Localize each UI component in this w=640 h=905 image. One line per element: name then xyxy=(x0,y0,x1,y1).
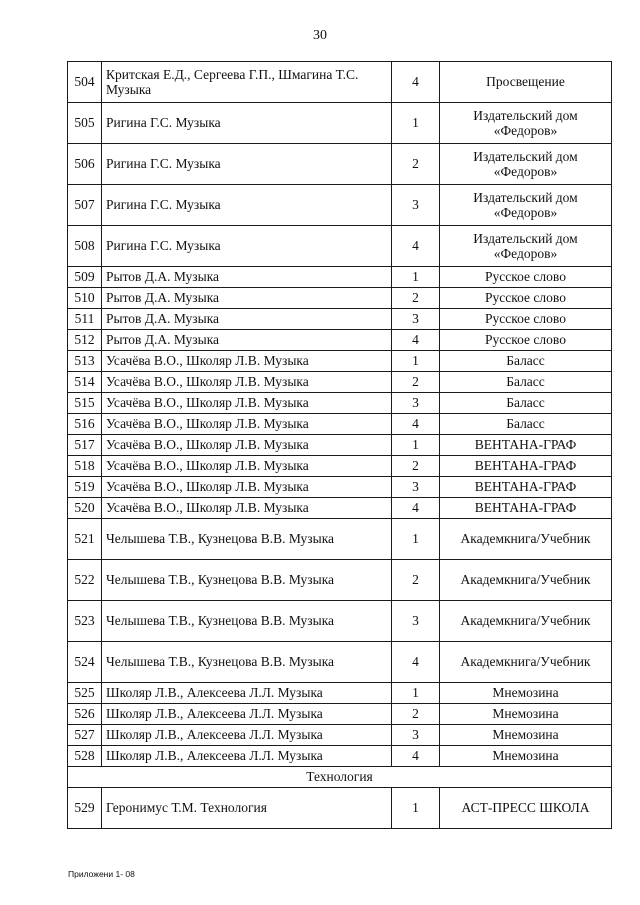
publisher: Русское слово xyxy=(440,288,612,309)
publisher: Мнемозина xyxy=(440,725,612,746)
book-title: Школяр Л.В., Алексеева Л.Л. Музыка xyxy=(102,746,392,767)
book-title: Ригина Г.С. Музыка xyxy=(102,103,392,144)
book-title: Школяр Л.В., Алексеева Л.Л. Музыка xyxy=(102,725,392,746)
table-row xyxy=(68,414,612,435)
publisher: ВЕНТАНА-ГРАФ xyxy=(440,456,612,477)
row-number: 507 xyxy=(68,185,102,226)
table-row xyxy=(68,103,612,144)
book-title: Рытов Д.А. Музыка xyxy=(102,267,392,288)
textbook-table xyxy=(67,61,612,829)
table-row xyxy=(68,498,612,519)
row-number: 522 xyxy=(68,560,102,601)
book-title: Школяр Л.В., Алексеева Л.Л. Музыка xyxy=(102,704,392,725)
publisher: Мнемозина xyxy=(440,746,612,767)
book-title: Усачёва В.О., Школяр Л.В. Музыка xyxy=(102,435,392,456)
publisher: Издательский дом «Федоров» xyxy=(440,226,612,267)
row-number: 527 xyxy=(68,725,102,746)
book-title: Усачёва В.О., Школяр Л.В. Музыка xyxy=(102,498,392,519)
book-title: Челышева Т.В., Кузнецова В.В. Музыка xyxy=(102,519,392,560)
table-row xyxy=(68,435,612,456)
grade: 2 xyxy=(392,372,440,393)
row-number: 508 xyxy=(68,226,102,267)
book-title: Челышева Т.В., Кузнецова В.В. Музыка xyxy=(102,642,392,683)
table-row xyxy=(68,393,612,414)
row-number: 504 xyxy=(68,62,102,103)
grade: 1 xyxy=(392,519,440,560)
publisher: АСТ-ПРЕСС ШКОЛА xyxy=(440,788,612,829)
row-number: 511 xyxy=(68,309,102,330)
row-number: 509 xyxy=(68,267,102,288)
row-number: 521 xyxy=(68,519,102,560)
grade: 1 xyxy=(392,435,440,456)
table-row xyxy=(68,144,612,185)
table-row xyxy=(68,788,612,829)
page-number: 30 xyxy=(313,28,327,43)
row-number: 514 xyxy=(68,372,102,393)
grade: 3 xyxy=(392,477,440,498)
grade: 2 xyxy=(392,704,440,725)
table-row xyxy=(68,288,612,309)
row-number: 505 xyxy=(68,103,102,144)
publisher: Русское слово xyxy=(440,267,612,288)
grade: 1 xyxy=(392,788,440,829)
table-row xyxy=(68,62,612,103)
book-title: Усачёва В.О., Школяр Л.В. Музыка xyxy=(102,393,392,414)
book-title: Усачёва В.О., Школяр Л.В. Музыка xyxy=(102,351,392,372)
publisher: Мнемозина xyxy=(440,704,612,725)
row-number: 526 xyxy=(68,704,102,725)
table-row xyxy=(68,185,612,226)
table-row xyxy=(68,746,612,767)
publisher: ВЕНТАНА-ГРАФ xyxy=(440,477,612,498)
table-row xyxy=(68,226,612,267)
grade: 4 xyxy=(392,642,440,683)
grade: 1 xyxy=(392,267,440,288)
grade: 1 xyxy=(392,683,440,704)
grade: 4 xyxy=(392,498,440,519)
row-number: 529 xyxy=(68,788,102,829)
grade: 2 xyxy=(392,456,440,477)
grade: 4 xyxy=(392,330,440,351)
row-number: 525 xyxy=(68,683,102,704)
publisher: Русское слово xyxy=(440,309,612,330)
table-row xyxy=(68,372,612,393)
table-row xyxy=(68,704,612,725)
grade: 3 xyxy=(392,725,440,746)
book-title: Ригина Г.С. Музыка xyxy=(102,226,392,267)
publisher: Издательский дом «Федоров» xyxy=(440,185,612,226)
table-row xyxy=(68,519,612,560)
table-row xyxy=(68,330,612,351)
publisher: Баласс xyxy=(440,393,612,414)
publisher: Академкнига/Учебник xyxy=(440,601,612,642)
section-title: Технология xyxy=(68,767,612,788)
row-number: 518 xyxy=(68,456,102,477)
table-row xyxy=(68,642,612,683)
row-number: 512 xyxy=(68,330,102,351)
row-number: 515 xyxy=(68,393,102,414)
book-title: Критская Е.Д., Сергеева Г.П., Шмагина Т.С. Музыка xyxy=(102,62,392,103)
table-row xyxy=(68,560,612,601)
row-number: 524 xyxy=(68,642,102,683)
grade: 3 xyxy=(392,601,440,642)
publisher: Издательский дом «Федоров» xyxy=(440,103,612,144)
publisher: Издательский дом «Федоров» xyxy=(440,144,612,185)
grade: 3 xyxy=(392,393,440,414)
publisher: Академкнига/Учебник xyxy=(440,642,612,683)
book-title: Челышева Т.В., Кузнецова В.В. Музыка xyxy=(102,560,392,601)
book-title: Челышева Т.В., Кузнецова В.В. Музыка xyxy=(102,601,392,642)
grade: 2 xyxy=(392,560,440,601)
book-title: Ригина Г.С. Музыка xyxy=(102,185,392,226)
publisher: Мнемозина xyxy=(440,683,612,704)
row-number: 506 xyxy=(68,144,102,185)
grade: 3 xyxy=(392,309,440,330)
book-title: Школяр Л.В., Алексеева Л.Л. Музыка xyxy=(102,683,392,704)
row-number: 513 xyxy=(68,351,102,372)
row-number: 523 xyxy=(68,601,102,642)
grade: 1 xyxy=(392,103,440,144)
footer-note: Приложени 1- 08 xyxy=(68,869,135,879)
section-row xyxy=(68,767,612,788)
publisher: Русское слово xyxy=(440,330,612,351)
book-title: Геронимус Т.М. Технология xyxy=(102,788,392,829)
grade: 4 xyxy=(392,62,440,103)
grade: 4 xyxy=(392,414,440,435)
textbook-table-body xyxy=(68,62,612,829)
book-title: Усачёва В.О., Школяр Л.В. Музыка xyxy=(102,456,392,477)
book-title: Рытов Д.А. Музыка xyxy=(102,288,392,309)
table-row xyxy=(68,725,612,746)
publisher: Баласс xyxy=(440,372,612,393)
publisher: ВЕНТАНА-ГРАФ xyxy=(440,498,612,519)
row-number: 528 xyxy=(68,746,102,767)
row-number: 520 xyxy=(68,498,102,519)
grade: 1 xyxy=(392,351,440,372)
row-number: 517 xyxy=(68,435,102,456)
book-title: Рытов Д.А. Музыка xyxy=(102,330,392,351)
row-number: 516 xyxy=(68,414,102,435)
publisher: Академкнига/Учебник xyxy=(440,560,612,601)
book-title: Ригина Г.С. Музыка xyxy=(102,144,392,185)
book-title: Рытов Д.А. Музыка xyxy=(102,309,392,330)
row-number: 519 xyxy=(68,477,102,498)
grade: 3 xyxy=(392,185,440,226)
grade: 2 xyxy=(392,288,440,309)
table-row xyxy=(68,351,612,372)
table-row xyxy=(68,601,612,642)
book-title: Усачёва В.О., Школяр Л.В. Музыка xyxy=(102,414,392,435)
grade: 4 xyxy=(392,226,440,267)
publisher: Баласс xyxy=(440,414,612,435)
table-row xyxy=(68,309,612,330)
publisher: Просвещение xyxy=(440,62,612,103)
publisher: ВЕНТАНА-ГРАФ xyxy=(440,435,612,456)
table-row xyxy=(68,683,612,704)
grade: 4 xyxy=(392,746,440,767)
publisher: Академкнига/Учебник xyxy=(440,519,612,560)
book-title: Усачёва В.О., Школяр Л.В. Музыка xyxy=(102,372,392,393)
grade: 2 xyxy=(392,144,440,185)
table-row xyxy=(68,267,612,288)
table-row xyxy=(68,456,612,477)
row-number: 510 xyxy=(68,288,102,309)
publisher: Баласс xyxy=(440,351,612,372)
table-row xyxy=(68,477,612,498)
book-title: Усачёва В.О., Школяр Л.В. Музыка xyxy=(102,477,392,498)
